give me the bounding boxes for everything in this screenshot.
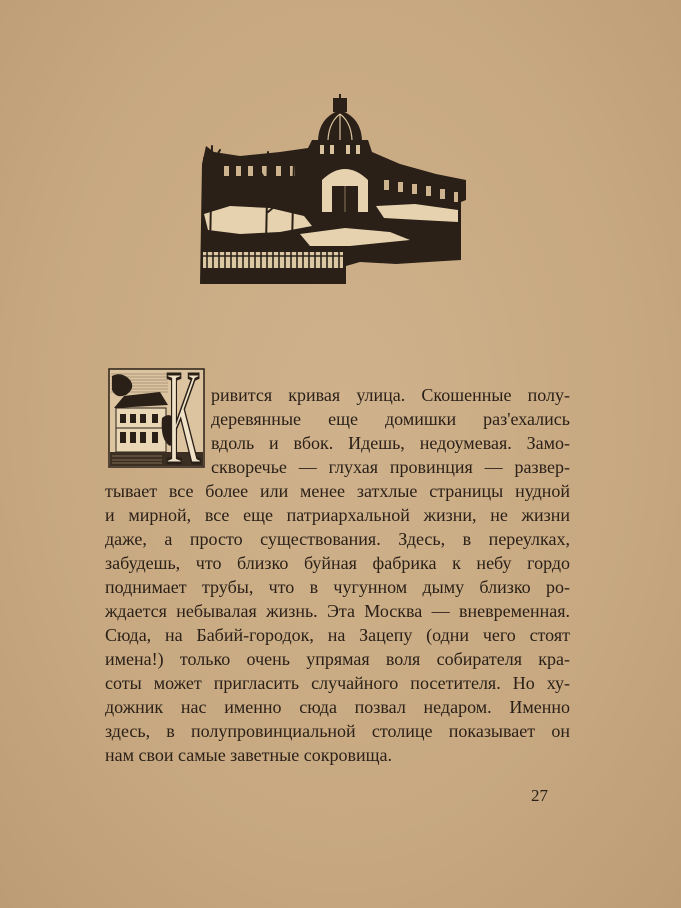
text-line: ждается небывалая жизнь. Эта Москва — вневременная. bbox=[105, 601, 570, 621]
body-text-indented bbox=[211, 383, 570, 479]
text-line: поднимает трубы, что в чугунном дыму близко ро- bbox=[105, 577, 570, 597]
body-text bbox=[105, 479, 570, 767]
drop-cap-illustration bbox=[108, 368, 205, 468]
text-line: тывает все более или менее затхлые страницы нудной bbox=[105, 481, 570, 501]
cupola bbox=[333, 98, 347, 112]
finial bbox=[339, 94, 341, 100]
text-line: скворечье — глухая провинция — развер- bbox=[211, 457, 570, 477]
text-line: и мирной, все еще патриархальной жизни, не жизни bbox=[105, 505, 570, 525]
text-line: Сюда, на Бабий-городок, на Зацепу (одни чего стоят bbox=[105, 625, 570, 645]
text-line: соты может пригласить случайного посетителя. Но ху- bbox=[105, 673, 570, 693]
text-line: вдоль и вбок. Идешь, недоумевая. Замо- bbox=[211, 433, 570, 453]
church-engraving bbox=[200, 94, 466, 286]
text-line: деревянные еще домишки раз'ехались bbox=[211, 409, 570, 429]
text-line: ривится кривая улица. Скошенные полу- bbox=[211, 385, 570, 405]
text-line: дожник нас именно сюда позвал недаром. Именно bbox=[105, 697, 570, 717]
text-line: забудешь, что близко буйная фабрика к небу гордо bbox=[105, 553, 570, 573]
page-number: 27 bbox=[531, 786, 548, 805]
text-line: имена!) только очень упрямая воля собирателя кра- bbox=[105, 649, 570, 669]
drop-cap-letter: К bbox=[165, 368, 201, 468]
text-line: даже, а просто существования. Здесь, в переулках, bbox=[105, 529, 570, 549]
text-line: здесь, в полупровинциальной столице показывает он bbox=[105, 721, 570, 741]
text-line: нам свои самые заветные сокровища. bbox=[105, 745, 392, 765]
